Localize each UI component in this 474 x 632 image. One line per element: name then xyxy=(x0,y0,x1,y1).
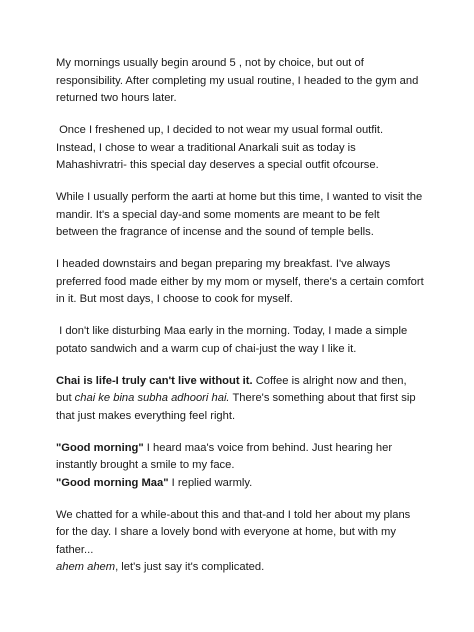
paragraph-7 xyxy=(56,440,424,475)
bold-phrase: Chai is life-I truly can't live without it. xyxy=(56,374,253,387)
paragraph-text: We chatted for a while-about this and that-and I told her about my plans for the day. I share a lovely bond with everyone at home, but with my father... xyxy=(56,508,411,556)
paragraph-6 xyxy=(56,373,424,426)
paragraph-8 xyxy=(56,475,424,493)
paragraph-4: I headed downstairs and began preparing my breakfast. I've always preferred food made either by my mom or myself, there's a certain comfort in it. But most days, I choose to cook for myself. xyxy=(56,258,424,305)
paragraph-text: Coffee is alright now and then, but xyxy=(56,374,410,404)
paragraph-text: I replied warmly. xyxy=(168,476,253,489)
italic-phrase: chai ke bina subha adhoori hai. xyxy=(74,392,230,404)
paragraph-1: My mornings usually begin around 5 , not by choice, but out of responsibility. After completing my usual routine, I headed to the gym and returned two hours later. xyxy=(56,57,419,104)
dialogue-quote: "Good morning" xyxy=(56,441,144,454)
dialogue-quote: "Good morning Maa" xyxy=(56,476,169,489)
paragraph-5: I don't like disturbing Maa early in the morning. Today, I made a simple potato sandwich and a warm cup of chai-just the way I like it. xyxy=(56,325,411,355)
paragraph-3: While I usually perform the aarti at home but this time, I wanted to visit the mandir. It's a special day-and some moments are meant to be felt between the fragrance of incense and the sound of temple bells. xyxy=(56,191,423,238)
document-body xyxy=(56,55,424,591)
paragraph-text: I heard maa's voice from behind. Just hearing her instantly brought a smile to my face. xyxy=(56,441,396,471)
paragraph-2: Once I freshened up, I decided to not wear my usual formal outfit. Instead, I chose to wear a traditional Anarkali suit as today is Mahashivratri- this special day deserves a special outfit ofcourse. xyxy=(56,124,387,171)
paragraph-text: , let's just say it's complicated. xyxy=(115,561,265,573)
paragraph-text: There's something about that first sip that just makes everything feel right. xyxy=(56,392,419,422)
italic-phrase: ahem ahem xyxy=(56,561,116,573)
paragraph-9 xyxy=(56,507,424,577)
